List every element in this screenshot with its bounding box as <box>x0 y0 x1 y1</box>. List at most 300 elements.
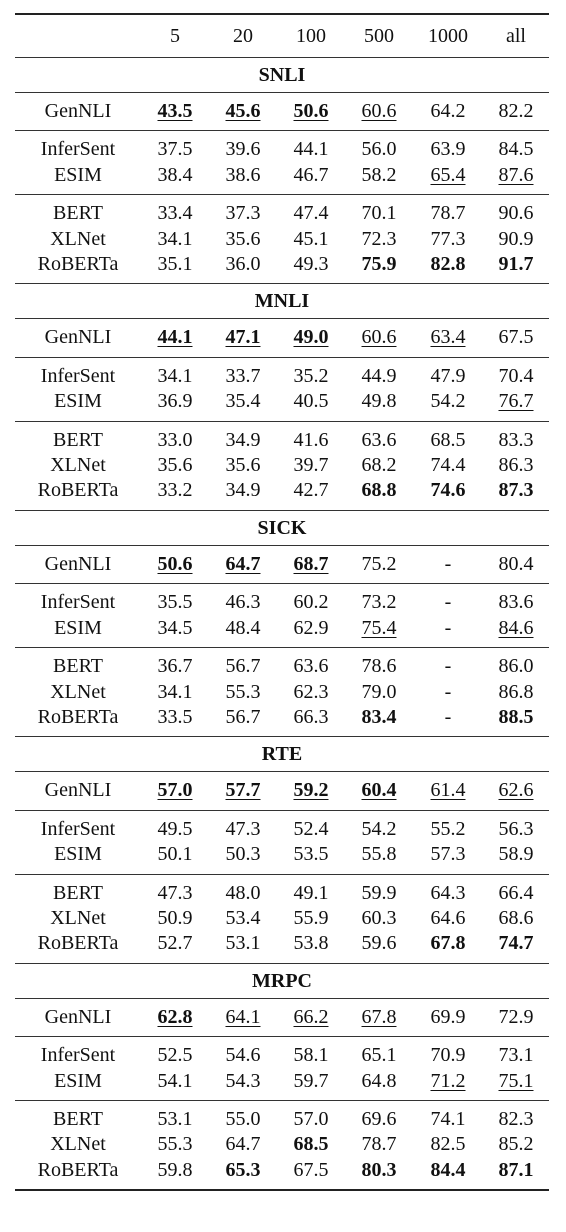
score-value: 36.7 <box>157 655 193 678</box>
score-cell <box>345 389 413 414</box>
score-cell <box>413 1158 483 1183</box>
score-value: 48.4 <box>225 616 261 639</box>
score-value: 35.6 <box>225 454 261 477</box>
section-row <box>15 284 549 319</box>
score-cell <box>413 252 483 277</box>
column-header: 1000 <box>413 14 483 58</box>
score-cell <box>413 680 483 705</box>
score-cell <box>141 227 209 252</box>
score-cell <box>345 931 413 956</box>
score-value: 58.2 <box>361 163 397 186</box>
table-row <box>15 428 549 453</box>
score-cell <box>413 705 483 730</box>
score-cell <box>483 252 549 277</box>
score-value: 75.2 <box>361 552 397 575</box>
score-cell <box>483 1069 549 1094</box>
score-cell <box>413 478 483 503</box>
score-value: 49.3 <box>293 253 329 276</box>
score-value: 56.3 <box>498 817 534 840</box>
score-cell <box>345 364 413 389</box>
model-name: RoBERTa <box>37 253 119 276</box>
score-value: 80.3 <box>361 1158 397 1181</box>
model-name: GenNLI <box>44 326 112 349</box>
model-name: InferSent <box>40 817 116 840</box>
score-cell <box>277 1005 345 1030</box>
section-title: SNLI <box>15 58 549 93</box>
score-value: 49.5 <box>157 817 193 840</box>
score-cell <box>345 654 413 679</box>
score-cell <box>483 616 549 641</box>
score-value: 57.0 <box>293 1107 329 1130</box>
score-value: 79.0 <box>361 680 397 703</box>
score-cell <box>277 842 345 867</box>
score-value: 64.2 <box>430 100 466 122</box>
table-row <box>15 817 549 842</box>
score-value: 59.8 <box>157 1158 193 1181</box>
score-cell <box>345 201 413 226</box>
score-value: 49.0 <box>293 326 329 349</box>
score-value: 77.3 <box>430 227 466 250</box>
score-value: 84.4 <box>430 1158 466 1181</box>
score-cell <box>483 881 549 906</box>
score-value: 62.9 <box>293 616 329 639</box>
score-value: 59.2 <box>293 779 329 802</box>
score-cell <box>141 428 209 453</box>
score-cell <box>141 616 209 641</box>
score-cell <box>483 817 549 842</box>
score-cell <box>345 99 413 124</box>
table-row <box>15 654 549 679</box>
score-value: 56.7 <box>225 655 261 678</box>
score-cell <box>141 680 209 705</box>
score-value: 60.3 <box>361 906 397 929</box>
score-value: - <box>444 655 452 678</box>
score-cell <box>483 453 549 478</box>
score-value: 64.8 <box>361 1069 397 1092</box>
score-cell <box>209 1069 277 1094</box>
score-value: 46.7 <box>293 163 329 186</box>
score-cell <box>413 453 483 478</box>
score-value: 86.3 <box>498 454 534 477</box>
score-value: 69.6 <box>361 1107 397 1130</box>
model-name: ESIM <box>54 843 102 866</box>
score-value: 73.1 <box>498 1044 534 1067</box>
score-value: 47.4 <box>293 202 329 225</box>
score-cell <box>141 842 209 867</box>
score-cell <box>141 1158 209 1183</box>
score-value: 50.3 <box>225 843 261 866</box>
score-value: 49.1 <box>293 881 329 904</box>
score-value: 62.6 <box>498 779 534 802</box>
score-cell <box>277 364 345 389</box>
score-value: 44.9 <box>361 364 397 387</box>
score-cell <box>277 1069 345 1094</box>
score-cell <box>209 1005 277 1030</box>
score-value: 54.1 <box>157 1069 193 1092</box>
score-cell <box>413 389 483 414</box>
score-value: 66.3 <box>293 705 329 728</box>
table-row <box>15 590 549 615</box>
score-cell <box>483 478 549 503</box>
score-cell <box>413 654 483 679</box>
score-cell <box>483 654 549 679</box>
score-value: 45.6 <box>225 100 261 122</box>
table-row <box>15 364 549 389</box>
score-cell <box>483 842 549 867</box>
score-cell <box>209 1043 277 1068</box>
score-cell <box>483 1043 549 1068</box>
score-cell <box>277 325 345 350</box>
score-cell <box>209 453 277 478</box>
score-cell <box>345 881 413 906</box>
score-cell <box>345 453 413 478</box>
score-value: 54.2 <box>430 390 466 413</box>
score-value: 74.1 <box>430 1107 466 1130</box>
score-cell <box>141 654 209 679</box>
score-value: 52.5 <box>157 1044 193 1067</box>
score-cell <box>209 1158 277 1183</box>
score-cell <box>483 705 549 730</box>
spacer-cell <box>15 1183 141 1190</box>
score-value: 56.7 <box>225 705 261 728</box>
score-cell <box>209 931 277 956</box>
score-value: 56.0 <box>361 138 397 161</box>
score-value: 63.4 <box>430 326 466 349</box>
score-value: 57.3 <box>430 843 466 866</box>
table-row <box>15 1132 549 1157</box>
score-cell <box>345 680 413 705</box>
score-value: 35.1 <box>157 253 193 276</box>
section-title: MRPC <box>15 963 549 998</box>
score-cell <box>413 163 483 188</box>
score-value: 76.7 <box>498 390 534 413</box>
score-value: 35.2 <box>293 364 329 387</box>
score-cell <box>413 1107 483 1132</box>
score-value: 67.5 <box>498 326 534 349</box>
score-cell <box>413 137 483 162</box>
score-value: 69.9 <box>430 1005 466 1028</box>
table-row <box>15 163 549 188</box>
score-value: 38.4 <box>157 163 193 186</box>
score-value: 55.3 <box>157 1133 193 1156</box>
score-cell <box>483 931 549 956</box>
score-value: 35.6 <box>225 227 261 250</box>
section-row <box>15 510 549 545</box>
score-value: 70.1 <box>361 202 397 225</box>
table-row <box>15 842 549 867</box>
score-cell <box>209 201 277 226</box>
score-cell <box>209 778 277 803</box>
score-value: 88.5 <box>498 705 534 728</box>
score-value: 78.6 <box>361 655 397 678</box>
results-table <box>15 13 549 1191</box>
score-cell <box>141 201 209 226</box>
score-value: 67.8 <box>430 932 466 955</box>
model-name: BERT <box>53 202 103 225</box>
score-value: 47.9 <box>430 364 466 387</box>
score-value: 82.8 <box>430 253 466 276</box>
score-value: 52.4 <box>293 817 329 840</box>
score-cell <box>209 590 277 615</box>
score-cell <box>141 931 209 956</box>
score-value: 53.1 <box>157 1107 193 1130</box>
score-value: 33.2 <box>157 479 193 502</box>
model-name: XLNet <box>50 227 106 250</box>
score-value: 82.2 <box>498 100 534 122</box>
table-row <box>15 227 549 252</box>
spacer-row <box>15 1183 549 1190</box>
model-name: InferSent <box>40 138 116 161</box>
score-value: 49.8 <box>361 390 397 413</box>
score-cell <box>277 453 345 478</box>
score-value: 74.4 <box>430 454 466 477</box>
score-cell <box>413 552 483 577</box>
model-name: RoBERTa <box>37 705 119 728</box>
score-cell <box>345 1069 413 1094</box>
score-cell <box>345 1043 413 1068</box>
score-value: 86.0 <box>498 655 534 678</box>
score-cell <box>483 552 549 577</box>
model-name: InferSent <box>40 591 116 614</box>
column-header: 100 <box>277 14 345 58</box>
score-cell <box>141 778 209 803</box>
score-value: 50.6 <box>293 100 329 122</box>
score-value: 55.2 <box>430 817 466 840</box>
score-value: 59.9 <box>361 881 397 904</box>
score-cell <box>413 1043 483 1068</box>
score-cell <box>483 364 549 389</box>
score-value: 46.3 <box>225 591 261 614</box>
score-cell <box>413 99 483 124</box>
score-value: 36.0 <box>225 253 261 276</box>
table-row <box>15 616 549 641</box>
score-value: 34.1 <box>157 227 193 250</box>
score-value: 39.6 <box>225 138 261 161</box>
score-cell <box>345 325 413 350</box>
score-cell <box>345 428 413 453</box>
score-value: 62.8 <box>157 1005 193 1028</box>
score-cell <box>141 389 209 414</box>
score-value: 48.0 <box>225 881 261 904</box>
score-value: 34.9 <box>225 479 261 502</box>
score-cell <box>277 478 345 503</box>
score-cell <box>209 389 277 414</box>
model-name: XLNet <box>50 454 106 477</box>
score-value: 75.4 <box>361 616 397 639</box>
score-value: 47.3 <box>225 817 261 840</box>
score-value: 58.9 <box>498 843 534 866</box>
score-cell <box>483 325 549 350</box>
score-value: 43.5 <box>157 100 193 122</box>
score-value: 87.3 <box>498 479 534 502</box>
score-cell <box>209 364 277 389</box>
score-cell <box>209 842 277 867</box>
score-cell <box>345 842 413 867</box>
score-value: 64.1 <box>225 1005 261 1028</box>
score-cell <box>413 931 483 956</box>
score-cell <box>277 163 345 188</box>
score-cell <box>141 817 209 842</box>
score-value: 71.2 <box>430 1069 466 1092</box>
score-cell <box>345 906 413 931</box>
score-cell <box>413 1132 483 1157</box>
score-cell <box>413 428 483 453</box>
model-name: ESIM <box>54 1069 102 1092</box>
score-cell <box>277 817 345 842</box>
model-name: RoBERTa <box>37 479 119 502</box>
score-value: 64.6 <box>430 906 466 929</box>
score-cell <box>141 478 209 503</box>
score-value: 68.5 <box>430 428 466 451</box>
score-cell <box>345 1158 413 1183</box>
score-value: 39.7 <box>293 454 329 477</box>
score-value: 53.4 <box>225 906 261 929</box>
score-value: 67.5 <box>293 1158 329 1181</box>
score-value: 66.4 <box>498 881 534 904</box>
score-cell <box>277 590 345 615</box>
table-row <box>15 705 549 730</box>
table-row <box>15 325 549 350</box>
score-value: 73.2 <box>361 591 397 614</box>
score-cell <box>209 478 277 503</box>
score-cell <box>277 137 345 162</box>
score-value: 44.1 <box>157 326 193 349</box>
score-cell <box>483 1005 549 1030</box>
score-cell <box>141 325 209 350</box>
score-value: 83.3 <box>498 428 534 451</box>
table-row <box>15 906 549 931</box>
score-value: - <box>444 552 452 575</box>
score-cell <box>209 1107 277 1132</box>
score-value: 68.7 <box>293 552 329 575</box>
model-name: XLNet <box>50 906 106 929</box>
score-cell <box>413 817 483 842</box>
table-row <box>15 99 549 124</box>
score-cell <box>483 428 549 453</box>
score-value: 70.9 <box>430 1044 466 1067</box>
spacer-cell <box>345 1183 413 1190</box>
score-value: 63.6 <box>361 428 397 451</box>
score-value: 64.7 <box>225 1133 261 1156</box>
score-cell <box>483 227 549 252</box>
score-cell <box>141 906 209 931</box>
model-name: BERT <box>53 1107 103 1130</box>
score-value: 66.2 <box>293 1005 329 1028</box>
score-cell <box>345 552 413 577</box>
score-cell <box>483 389 549 414</box>
model-name: GenNLI <box>44 100 112 122</box>
score-cell <box>277 227 345 252</box>
score-cell <box>483 590 549 615</box>
score-cell <box>345 1132 413 1157</box>
score-cell <box>413 778 483 803</box>
score-value: 83.6 <box>498 591 534 614</box>
score-value: 72.3 <box>361 227 397 250</box>
score-cell <box>277 616 345 641</box>
score-value: 55.3 <box>225 680 261 703</box>
table-row <box>15 1043 549 1068</box>
score-value: 34.5 <box>157 616 193 639</box>
score-cell <box>345 817 413 842</box>
score-value: 58.1 <box>293 1044 329 1067</box>
score-cell <box>209 817 277 842</box>
score-value: 75.9 <box>361 253 397 276</box>
column-header: all <box>483 14 549 58</box>
score-value: 47.1 <box>225 326 261 349</box>
score-cell <box>483 1158 549 1183</box>
score-value: 70.4 <box>498 364 534 387</box>
score-cell <box>141 1107 209 1132</box>
score-value: 64.3 <box>430 881 466 904</box>
score-cell <box>413 364 483 389</box>
score-cell <box>209 552 277 577</box>
score-cell <box>413 1005 483 1030</box>
table-row <box>15 778 549 803</box>
score-value: 53.1 <box>225 932 261 955</box>
score-value: 84.6 <box>498 616 534 639</box>
spacer-cell <box>483 1183 549 1190</box>
score-cell <box>345 616 413 641</box>
score-cell <box>141 1132 209 1157</box>
score-cell <box>345 705 413 730</box>
score-cell <box>345 1005 413 1030</box>
table-row <box>15 453 549 478</box>
score-cell <box>345 137 413 162</box>
score-cell <box>141 252 209 277</box>
score-cell <box>277 552 345 577</box>
score-value: 33.0 <box>157 428 193 451</box>
model-name: XLNet <box>50 1133 106 1156</box>
table-row <box>15 389 549 414</box>
score-cell <box>277 99 345 124</box>
score-cell <box>413 1069 483 1094</box>
score-value: 61.4 <box>430 779 466 802</box>
score-cell <box>483 778 549 803</box>
score-cell <box>209 680 277 705</box>
score-value: - <box>444 616 452 639</box>
table-row <box>15 1005 549 1030</box>
score-value: 53.8 <box>293 932 329 955</box>
score-cell <box>483 1107 549 1132</box>
score-cell <box>209 906 277 931</box>
header-row <box>15 14 549 58</box>
score-cell <box>413 616 483 641</box>
score-cell <box>413 201 483 226</box>
score-value: 82.3 <box>498 1107 534 1130</box>
score-cell <box>483 137 549 162</box>
score-value: 62.3 <box>293 680 329 703</box>
score-cell <box>209 1132 277 1157</box>
score-value: 65.4 <box>430 163 466 186</box>
score-value: - <box>444 591 452 614</box>
score-value: 90.9 <box>498 227 534 250</box>
score-cell <box>141 1043 209 1068</box>
score-value: 54.6 <box>225 1044 261 1067</box>
score-value: 90.6 <box>498 202 534 225</box>
score-value: 35.6 <box>157 454 193 477</box>
table-row <box>15 931 549 956</box>
score-cell <box>141 881 209 906</box>
score-cell <box>413 590 483 615</box>
score-value: 33.4 <box>157 202 193 225</box>
score-cell <box>413 325 483 350</box>
score-cell <box>277 1107 345 1132</box>
score-cell <box>345 478 413 503</box>
score-value: 74.7 <box>498 932 534 955</box>
score-value: 74.6 <box>430 479 466 502</box>
score-value: 80.4 <box>498 552 534 575</box>
model-name: GenNLI <box>44 1005 112 1028</box>
